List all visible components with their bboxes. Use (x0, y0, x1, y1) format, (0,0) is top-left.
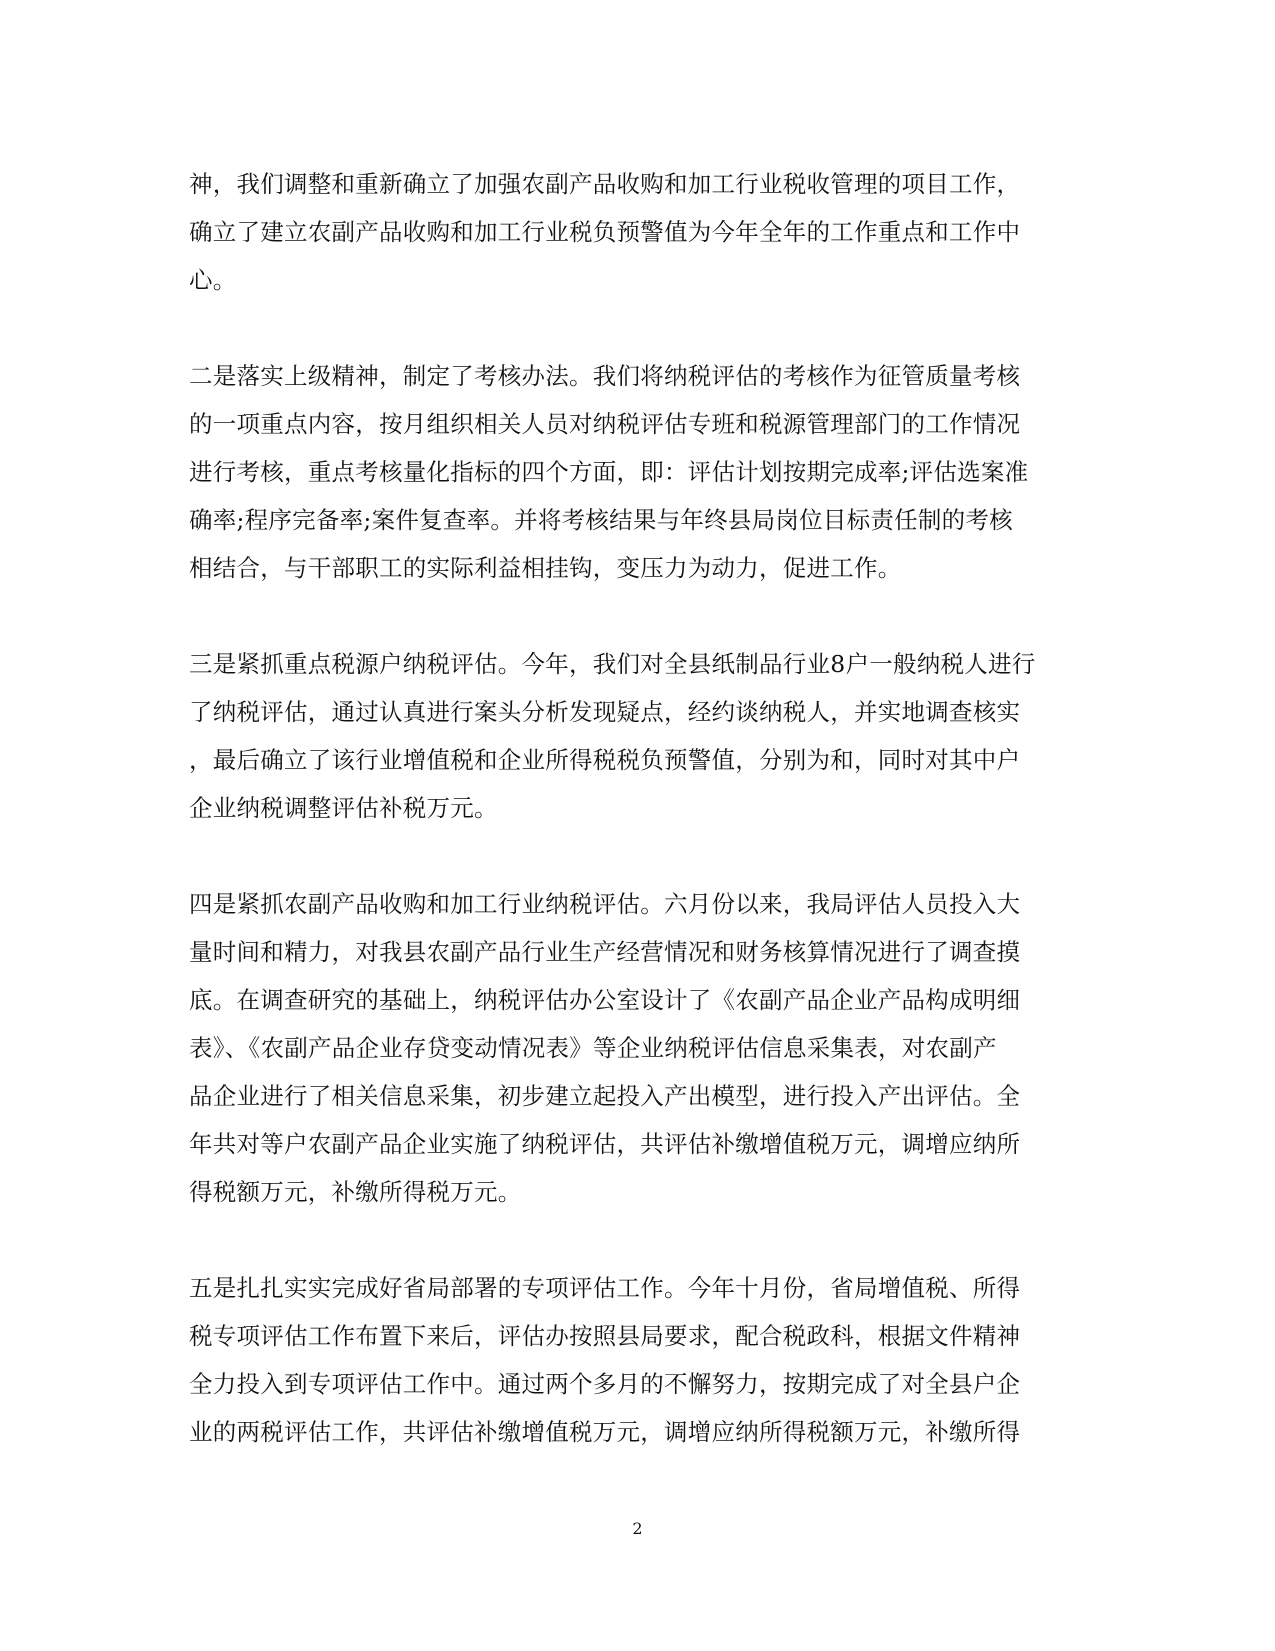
text-line: 相结合，与干部职工的实际利益相挂钩，变压力为动力，促进工作。 (189, 554, 902, 582)
text-line: 五是扎扎实实完成好省局部署的专项评估工作。今年十月份，省局增值税、所得 (189, 1274, 1021, 1302)
text-line: 全力投入到专项评估工作中。通过两个多月的不懈努力，按期完成了对全县户企 (189, 1370, 1021, 1398)
text-line: 的一项重点内容，按月组织相关人员对纳税评估专班和税源管理部门的工作情况 (189, 410, 1021, 438)
text-line: 品企业进行了相关信息采集，初步建立起投入产出模型，进行投入产出评估。全 (189, 1082, 1021, 1110)
text-line: 神，我们调整和重新确立了加强农副产品收购和加工行业税收管理的项目工作， (189, 170, 1021, 198)
text-line: 得税额万元，补缴所得税万元。 (189, 1178, 522, 1206)
page-number: 2 (632, 1519, 643, 1538)
text-line: 量时间和精力，对我县农副产品行业生产经营情况和财务核算情况进行了调查摸 (189, 938, 1021, 966)
text-line: 业的两税评估工作，共评估补缴增值税万元，调增应纳所得税额万元，补缴所得 (189, 1418, 1021, 1446)
text-line: 确立了建立农副产品收购和加工行业税负预警值为今年全年的工作重点和工作中 (189, 218, 1021, 246)
text-line: 表》、《农副产品企业存贷变动情况表》等企业纳税评估信息采集表，对农副产 (189, 1034, 997, 1062)
text-line: 进行考核，重点考核量化指标的四个方面，即：评估计划按期完成率;评估选案准 (189, 458, 1029, 486)
text-line: 了纳税评估，通过认真进行案头分析发现疑点，经约谈纳税人，并实地调查核实 (189, 698, 1021, 726)
text-line: 确率;程序完备率;案件复查率。并将考核结果与年终县局岗位目标责任制的考核 (189, 506, 1013, 534)
text-line: 底。在调查研究的基础上，纳税评估办公室设计了《农副产品企业产品构成明细 (189, 986, 1021, 1014)
text-line: 二是落实上级精神，制定了考核办法。我们将纳税评估的考核作为征管质量考核 (189, 362, 1021, 390)
document-body (189, 160, 1079, 1456)
text-line: 企业纳税调整评估补税万元。 (189, 794, 498, 822)
text-line: 税专项评估工作布置下来后，评估办按照县局要求，配合税政科，根据文件精神 (189, 1322, 1021, 1350)
paragraph-5 (189, 1264, 1079, 1456)
text-line: 三是紧抓重点税源户纳税评估。今年，我们对全县纸制品行业8户一般纳税人进行 (189, 650, 1036, 678)
paragraph-2 (189, 352, 1079, 592)
text-line: 心。 (189, 266, 237, 294)
text-line: ，最后确立了该行业增值税和企业所得税税负预警值，分别为和，同时对其中户 (189, 746, 1021, 774)
paragraph-3 (189, 640, 1079, 832)
paragraph-4 (189, 880, 1079, 1216)
paragraph-1 (189, 160, 1079, 304)
text-line: 四是紧抓农副产品收购和加工行业纳税评估。六月份以来，我局评估人员投入大 (189, 890, 1021, 918)
text-line: 年共对等户农副产品企业实施了纳税评估，共评估补缴增值税万元，调增应纳所 (189, 1130, 1021, 1158)
